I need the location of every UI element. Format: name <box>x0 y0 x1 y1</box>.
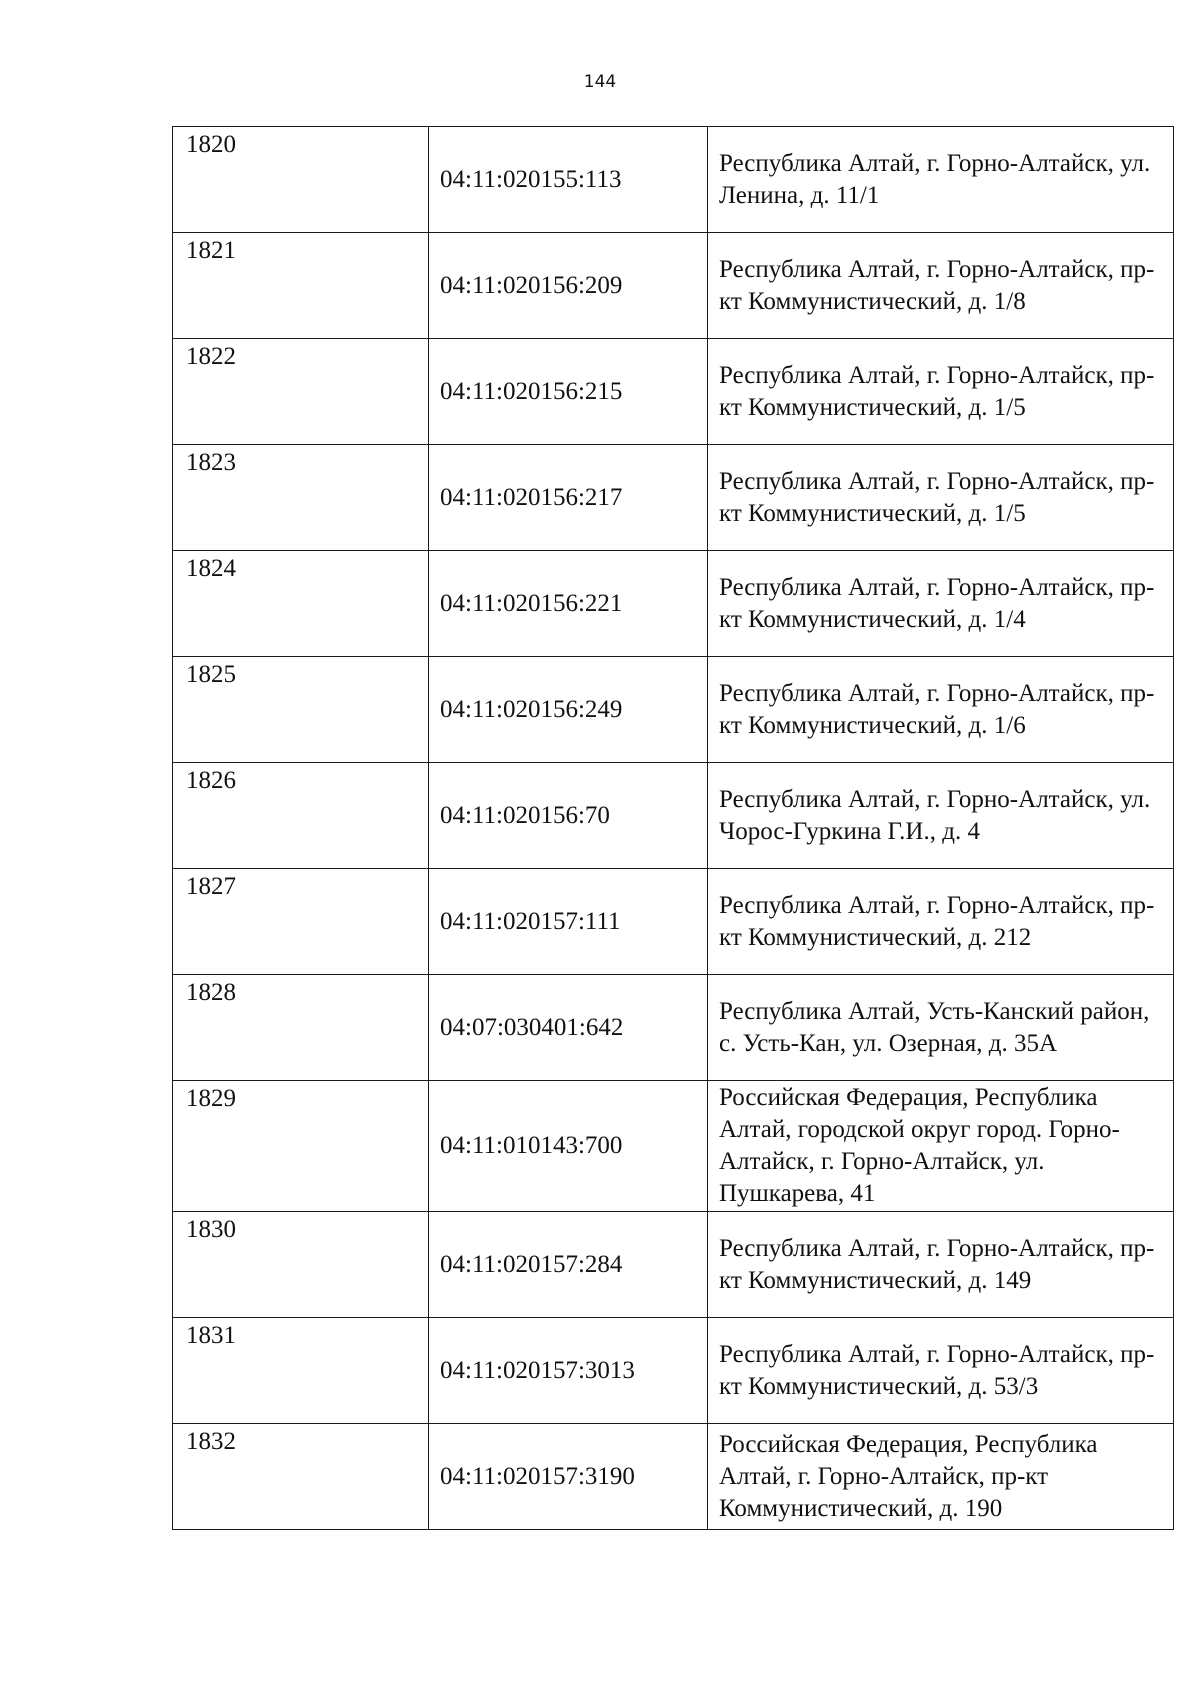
address-text: Российская Федерация, Республика Алтай, г. Горно-Алтайск, пр-кт Коммунистический, д. 190 <box>719 1430 1098 1522</box>
cadastral-number: 04:11:020156:70 <box>429 763 708 869</box>
address-text: Республика Алтай, г. Горно-Алтайск, пр-кт Коммунистический, д. 1/4 <box>719 573 1155 633</box>
address-cell <box>708 445 1174 551</box>
row-number: 1829 <box>173 1081 429 1212</box>
table-row <box>173 869 1174 975</box>
row-number: 1826 <box>173 763 429 869</box>
address-text: Республика Алтай, г. Горно-Алтайск, пр-кт Коммунистический, д. 212 <box>719 891 1155 951</box>
address-cell <box>708 233 1174 339</box>
address-text: Республика Алтай, г. Горно-Алтайск, пр-кт Коммунистический, д. 149 <box>719 1234 1155 1294</box>
address-cell <box>708 1318 1174 1424</box>
address-cell <box>708 339 1174 445</box>
cadastral-number: 04:11:010143:700 <box>429 1081 708 1212</box>
row-number: 1825 <box>173 657 429 763</box>
cadastral-number: 04:11:020156:221 <box>429 551 708 657</box>
cadastral-number: 04:11:020157:111 <box>429 869 708 975</box>
address-text: Республика Алтай, г. Горно-Алтайск, ул. Ленина, д. 11/1 <box>719 149 1151 209</box>
address-text: Республика Алтай, г. Горно-Алтайск, пр-кт Коммунистический, д. 1/5 <box>719 467 1155 527</box>
table-row <box>173 551 1174 657</box>
address-cell <box>708 1081 1174 1212</box>
cadastral-number: 04:11:020157:284 <box>429 1212 708 1318</box>
table-row <box>173 1318 1174 1424</box>
row-number: 1822 <box>173 339 429 445</box>
row-number: 1827 <box>173 869 429 975</box>
address-text: Республика Алтай, Усть-Канский район, с. Усть-Кан, ул. Озерная, д. 35А <box>719 997 1150 1057</box>
address-cell <box>708 551 1174 657</box>
cadastral-number: 04:11:020157:3190 <box>429 1424 708 1530</box>
cadastral-number: 04:11:020157:3013 <box>429 1318 708 1424</box>
address-cell <box>708 975 1174 1081</box>
address-cell <box>708 127 1174 233</box>
page-number: 144 <box>583 72 617 92</box>
cadastral-number: 04:11:020156:217 <box>429 445 708 551</box>
table-row <box>173 763 1174 869</box>
row-number: 1828 <box>173 975 429 1081</box>
row-number: 1821 <box>173 233 429 339</box>
row-number: 1831 <box>173 1318 429 1424</box>
table-row <box>173 445 1174 551</box>
address-text: Республика Алтай, г. Горно-Алтайск, пр-кт Коммунистический, д. 1/8 <box>719 255 1155 315</box>
row-number: 1824 <box>173 551 429 657</box>
table-row <box>173 127 1174 233</box>
address-text: Республика Алтай, г. Горно-Алтайск, пр-кт Коммунистический, д. 1/5 <box>719 361 1155 421</box>
row-number: 1832 <box>173 1424 429 1530</box>
address-cell <box>708 869 1174 975</box>
address-cell <box>708 1212 1174 1318</box>
table-row <box>173 1424 1174 1530</box>
address-cell <box>708 1424 1174 1530</box>
table-row <box>173 1212 1174 1318</box>
row-number: 1823 <box>173 445 429 551</box>
table-row <box>173 657 1174 763</box>
table-row <box>173 233 1174 339</box>
cadastral-number: 04:07:030401:642 <box>429 975 708 1081</box>
cadastral-number: 04:11:020156:249 <box>429 657 708 763</box>
cadastral-number: 04:11:020155:113 <box>429 127 708 233</box>
table-row <box>173 1081 1174 1212</box>
address-text: Республика Алтай, г. Горно-Алтайск, пр-кт Коммунистический, д. 53/3 <box>719 1340 1155 1400</box>
row-number: 1830 <box>173 1212 429 1318</box>
address-text: Республика Алтай, г. Горно-Алтайск, ул. Чорос-Гуркина Г.И., д. 4 <box>719 785 1151 845</box>
address-text: Республика Алтай, г. Горно-Алтайск, пр-кт Коммунистический, д. 1/6 <box>719 679 1155 739</box>
address-cell <box>708 763 1174 869</box>
registry-table <box>172 126 1174 1530</box>
address-text: Российская Федерация, Республика Алтай, городской округ город. Горно-Алтайск, г. Горно-Алтайск, ул. Пушкарева, 41 <box>719 1084 1120 1207</box>
cadastral-number: 04:11:020156:209 <box>429 233 708 339</box>
cadastral-number: 04:11:020156:215 <box>429 339 708 445</box>
registry-table-body <box>173 127 1174 1530</box>
table-row <box>173 339 1174 445</box>
address-cell <box>708 657 1174 763</box>
table-row <box>173 975 1174 1081</box>
row-number: 1820 <box>173 127 429 233</box>
